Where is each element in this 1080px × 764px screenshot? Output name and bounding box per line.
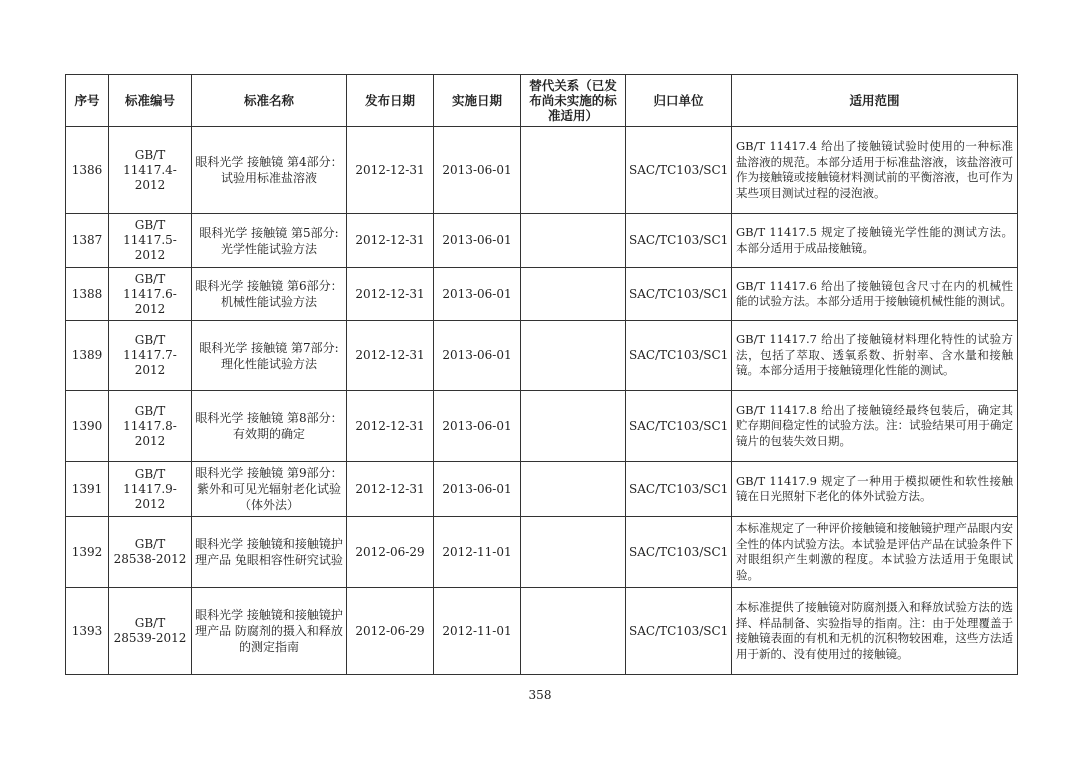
cell-replacement: [521, 391, 626, 462]
cell-scope: GB/T 11417.9 规定了一种用于模拟硬性和软性接触镜在日光照射下老化的体外试验方法。: [732, 462, 1018, 517]
cell-no: 1391: [66, 462, 109, 517]
cell-scope: GB/T 11417.8 给出了接触镜经最终包装后，确定其贮存期间稳定性的试验方法。注：试验结果可用于确定镜片的包装失效日期。: [732, 391, 1018, 462]
cell-publish-date: 2012-12-31: [347, 214, 434, 268]
cell-replacement: [521, 462, 626, 517]
cell-name: 眼科光学 接触镜 第4部分：试验用标准盐溶液: [192, 127, 347, 214]
header-scope: 适用范围: [732, 75, 1018, 127]
table-row: [66, 214, 1018, 268]
cell-no: 1390: [66, 391, 109, 462]
cell-replacement: [521, 588, 626, 675]
cell-code: GB/T 11417.8-2012: [109, 391, 192, 462]
cell-implement-date: 2013-06-01: [434, 462, 521, 517]
cell-publish-date: 2012-12-31: [347, 268, 434, 321]
header-name: 标准名称: [192, 75, 347, 127]
cell-implement-date: 2012-11-01: [434, 588, 521, 675]
cell-replacement: [521, 321, 626, 391]
cell-publish-date: 2012-12-31: [347, 391, 434, 462]
cell-code: GB/T 28539-2012: [109, 588, 192, 675]
header-unit: 归口单位: [626, 75, 732, 127]
standards-table: [65, 74, 1018, 675]
table-row: [66, 321, 1018, 391]
table-row: [66, 127, 1018, 214]
header-code: 标准编号: [109, 75, 192, 127]
header-no: 序号: [66, 75, 109, 127]
cell-code: GB/T 11417.7-2012: [109, 321, 192, 391]
cell-unit: SAC/TC103/SC1: [626, 268, 732, 321]
cell-no: 1392: [66, 517, 109, 588]
cell-scope: GB/T 11417.4 给出了接触镜试验时使用的一种标准盐溶液的规范。本部分适用于标准盐溶液，该盐溶液可作为接触镜或接触镜材料测试前的平衡溶液，也可作为某些项目测试过程的浸泡液。: [732, 127, 1018, 214]
page-number: 358: [528, 688, 552, 702]
cell-implement-date: 2013-06-01: [434, 321, 521, 391]
cell-publish-date: 2012-06-29: [347, 517, 434, 588]
cell-scope: GB/T 11417.5 规定了接触镜光学性能的测试方法。本部分适用于成品接触镜。: [732, 214, 1018, 268]
cell-name: 眼科光学 接触镜和接触镜护理产品 兔眼相容性研究试验: [192, 517, 347, 588]
cell-implement-date: 2013-06-01: [434, 214, 521, 268]
cell-unit: SAC/TC103/SC1: [626, 321, 732, 391]
cell-replacement: [521, 214, 626, 268]
header-publish-date: 发布日期: [347, 75, 434, 127]
cell-code: GB/T 11417.6-2012: [109, 268, 192, 321]
table-header-row: [66, 75, 1018, 127]
cell-name: 眼科光学 接触镜和接触镜护理产品 防腐剂的摄入和释放的测定指南: [192, 588, 347, 675]
cell-scope: GB/T 11417.6 给出了接触镜包含尺寸在内的机械性能的试验方法。本部分适用于接触镜机械性能的测试。: [732, 268, 1018, 321]
table-row: [66, 517, 1018, 588]
cell-no: 1387: [66, 214, 109, 268]
cell-replacement: [521, 517, 626, 588]
cell-code: GB/T 11417.9-2012: [109, 462, 192, 517]
cell-unit: SAC/TC103/SC1: [626, 517, 732, 588]
cell-unit: SAC/TC103/SC1: [626, 127, 732, 214]
cell-publish-date: 2012-12-31: [347, 462, 434, 517]
cell-publish-date: 2012-06-29: [347, 588, 434, 675]
table-row: [66, 462, 1018, 517]
table-row: [66, 391, 1018, 462]
cell-implement-date: 2012-11-01: [434, 517, 521, 588]
cell-name: 眼科光学 接触镜 第9部分：紫外和可见光辐射老化试验（体外法）: [192, 462, 347, 517]
cell-implement-date: 2013-06-01: [434, 391, 521, 462]
header-implement-date: 实施日期: [434, 75, 521, 127]
cell-implement-date: 2013-06-01: [434, 268, 521, 321]
cell-name: 眼科光学 接触镜 第7部分: 理化性能试验方法: [192, 321, 347, 391]
cell-implement-date: 2013-06-01: [434, 127, 521, 214]
table-row: [66, 588, 1018, 675]
cell-code: GB/T 28538-2012: [109, 517, 192, 588]
cell-publish-date: 2012-12-31: [347, 127, 434, 214]
cell-unit: SAC/TC103/SC1: [626, 391, 732, 462]
cell-no: 1388: [66, 268, 109, 321]
cell-name: 眼科光学 接触镜 第8部分：有效期的确定: [192, 391, 347, 462]
cell-scope: GB/T 11417.7 给出了接触镜材料理化特性的试验方法，包括了萃取、透氧系数、折射率、含水量和接触镜。本部分适用于接触镜理化性能的测试。: [732, 321, 1018, 391]
cell-unit: SAC/TC103/SC1: [626, 214, 732, 268]
cell-name: 眼科光学 接触镜 第6部分：机械性能试验方法: [192, 268, 347, 321]
cell-replacement: [521, 268, 626, 321]
cell-no: 1389: [66, 321, 109, 391]
cell-unit: SAC/TC103/SC1: [626, 588, 732, 675]
cell-no: 1386: [66, 127, 109, 214]
cell-code: GB/T 11417.5-2012: [109, 214, 192, 268]
cell-no: 1393: [66, 588, 109, 675]
header-replacement: 替代关系（已发布尚未实施的标准适用）: [521, 75, 626, 127]
cell-unit: SAC/TC103/SC1: [626, 462, 732, 517]
cell-publish-date: 2012-12-31: [347, 321, 434, 391]
cell-code: GB/T 11417.4-2012: [109, 127, 192, 214]
cell-scope: 本标准提供了接触镜对防腐剂摄入和释放试验方法的选择、样品制备、实验指导的指南。注：由于处理覆盖于接触镜表面的有机和无机的沉积物较困难，这些方法适用于新的、没有使用过的接触镜。: [732, 588, 1018, 675]
cell-name: 眼科光学 接触镜 第5部分:光学性能试验方法: [192, 214, 347, 268]
cell-scope: 本标准规定了一种评价接触镜和接触镜护理产品眼内安全性的体内试验方法。本试验是评估产品在试验条件下对眼组织产生刺激的程度。本试验方法适用于兔眼试验。: [732, 517, 1018, 588]
table-row: [66, 268, 1018, 321]
cell-replacement: [521, 127, 626, 214]
